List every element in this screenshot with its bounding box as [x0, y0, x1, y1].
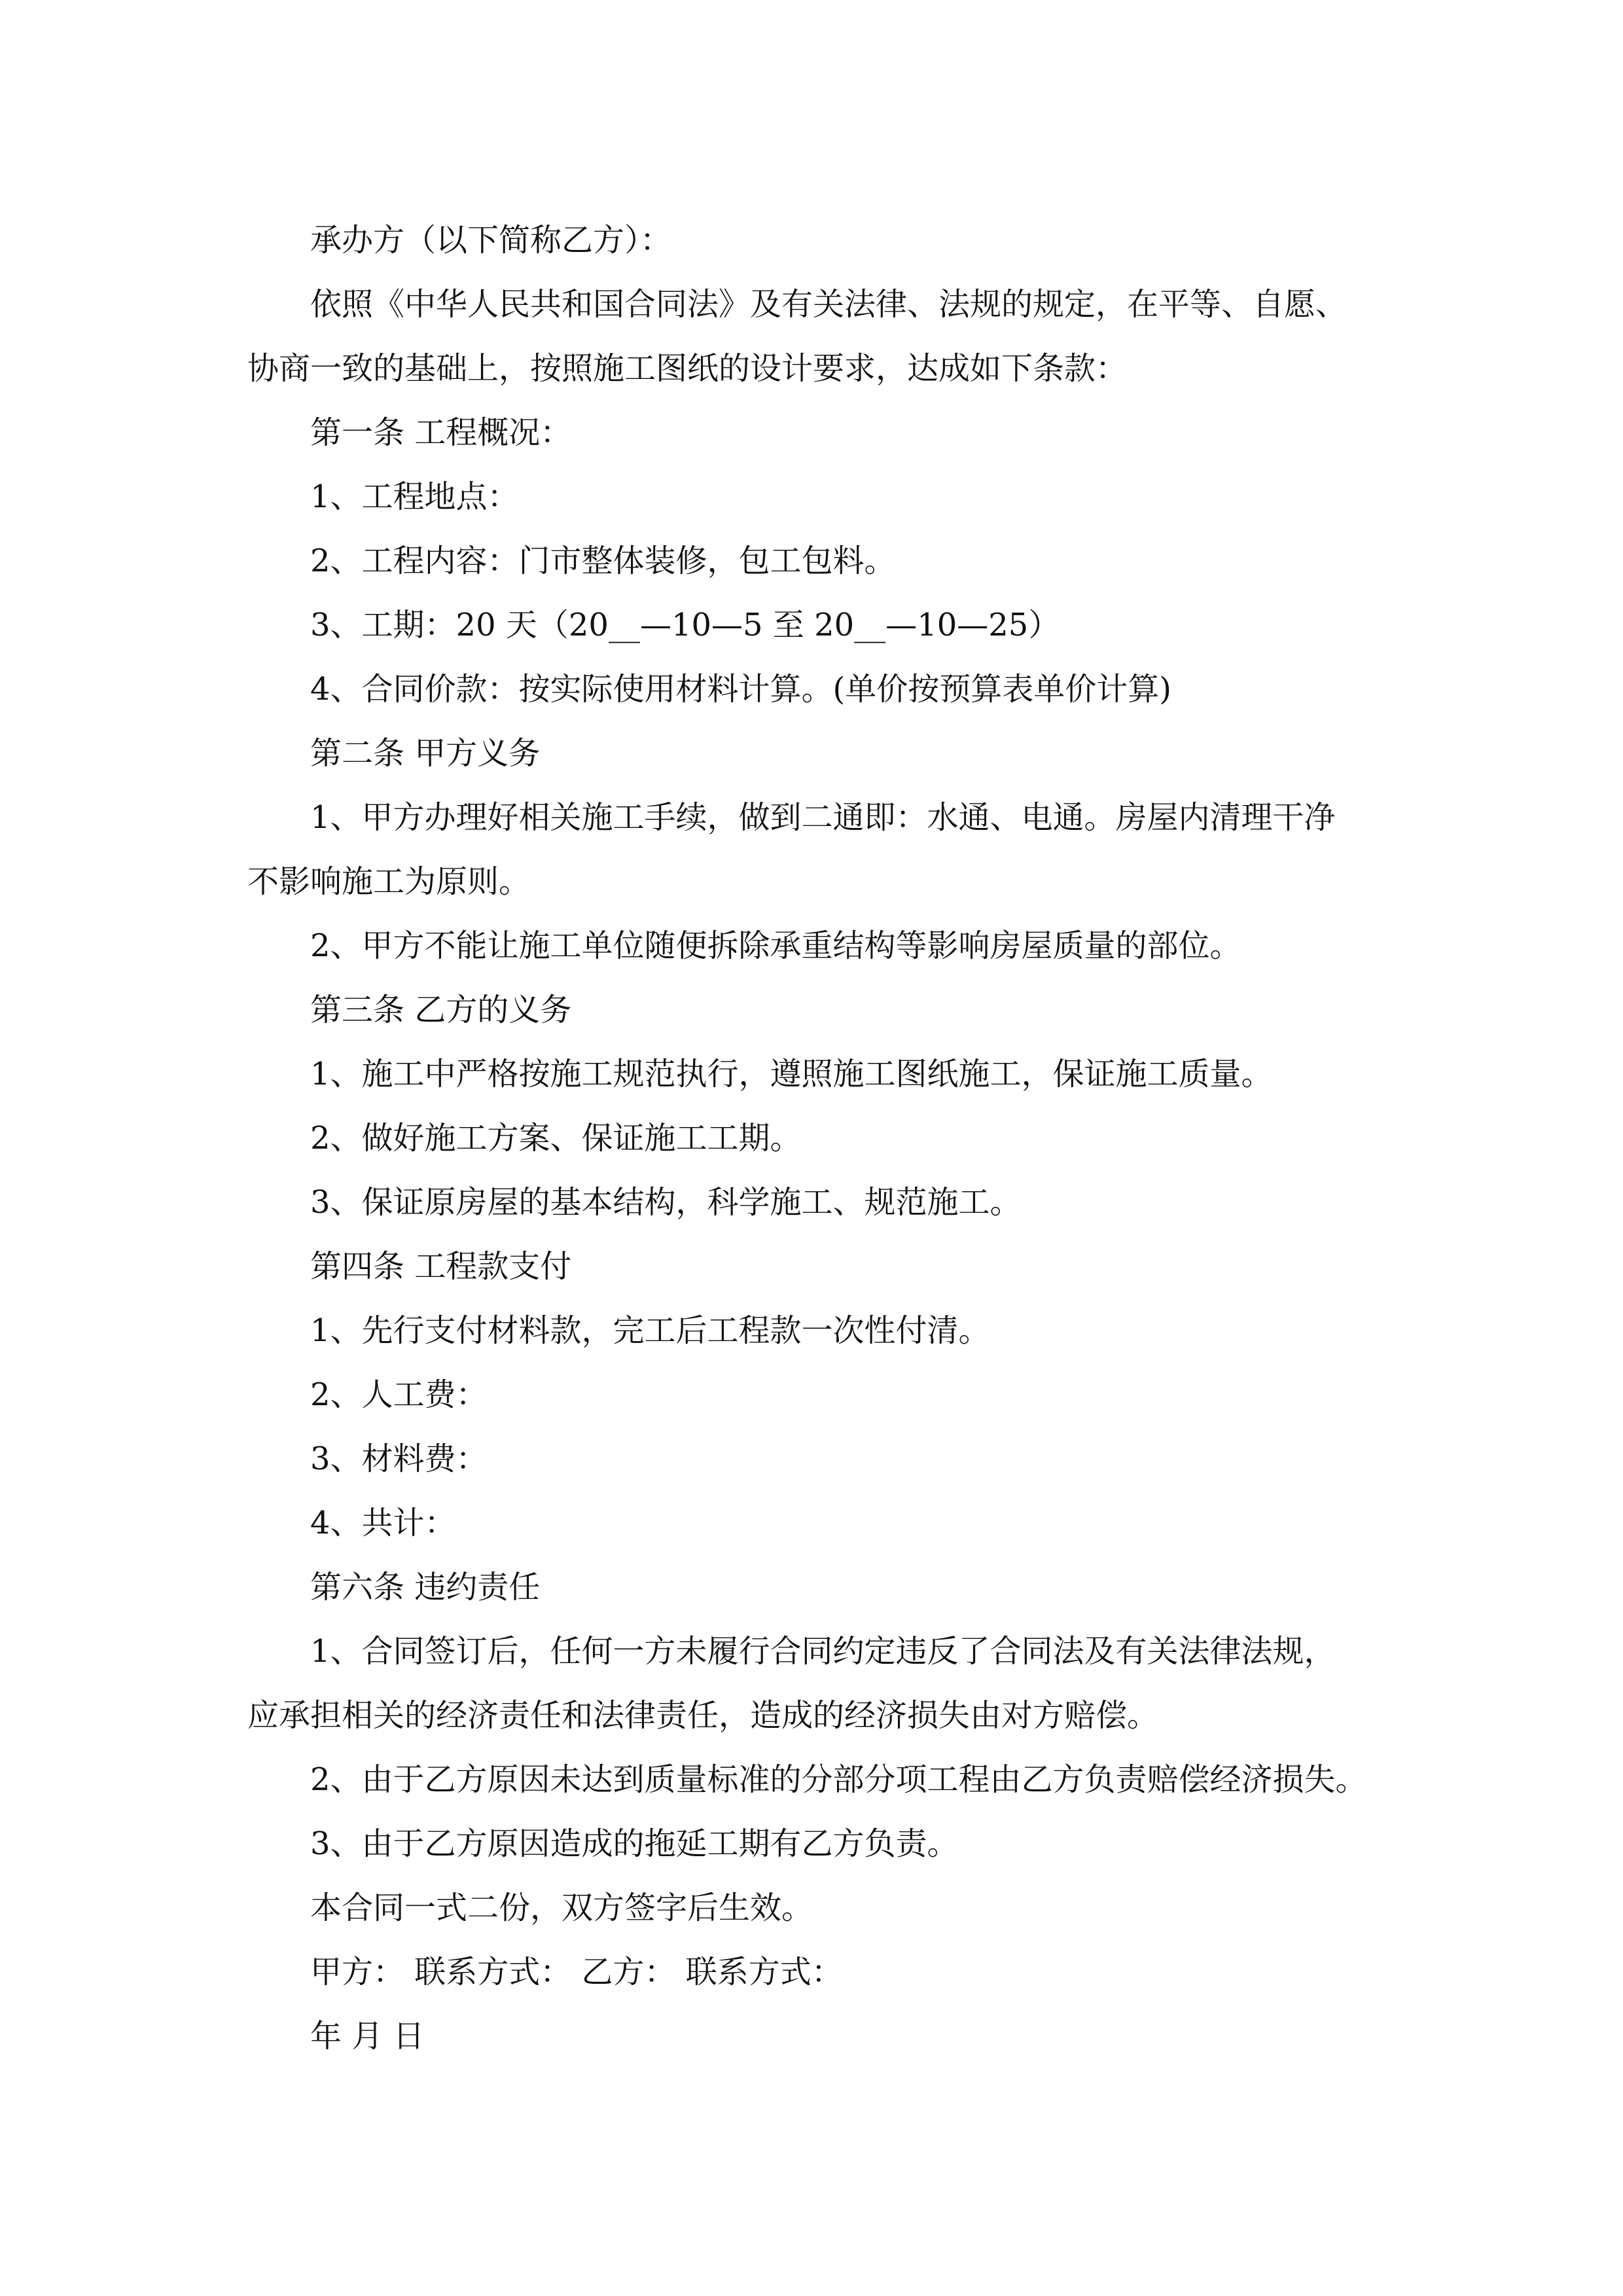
text-line: 2、由于乙方原因未达到质量标准的分部分项工程由乙方负责赔偿经济损失。 [310, 1761, 1367, 1798]
text-line: 2、工程内容：门市整体装修，包工包料。 [310, 543, 896, 579]
text-line: 1、施工中严格按施工规范执行，遵照施工图纸施工，保证施工质量。 [310, 1056, 1273, 1092]
text-line: 1、甲方办理好相关施工手续，做到二通即：水通、电通。房屋内清理干净 [310, 799, 1336, 836]
text-line: 第四条 工程款支付 [310, 1248, 572, 1285]
text-line: 第六条 违约责任 [310, 1569, 541, 1605]
text-line: 依照《中华人民共和国合同法》及有关法律、法规的规定，在平等、自愿、 [310, 286, 1347, 323]
text-line: 甲方： 联系方式： 乙方： 联系方式： [310, 1954, 843, 1990]
text-line: 3、由于乙方原因造成的拖延工期有乙方负责。 [310, 1825, 959, 1862]
text-line: 协商一致的基础上，按照施工图纸的设计要求，达成如下条款： [247, 350, 1128, 387]
text-line: 2、人工费： [310, 1376, 488, 1413]
text-line: 2、甲方不能让施工单位随便拆除承重结构等影响房屋质量的部位。 [310, 927, 1241, 964]
text-line: 3、工期：20 天（20__—10—5 至 20__—10—25） [310, 607, 1060, 643]
text-line: 3、保证原房屋的基本结构，科学施工、规范施工。 [310, 1184, 1022, 1221]
text-line: 1、工程地点： [310, 478, 519, 515]
text-line: 4、合同价款：按实际使用材料计算。(单价按预算表单价计算) [310, 671, 1171, 708]
text-line: 第三条 乙方的义务 [310, 992, 572, 1028]
text-line: 4、共计： [310, 1505, 456, 1541]
text-line: 年 月 日 [310, 2018, 425, 2054]
text-line: 1、合同签订后，任何一方未履行合同约定违反了合同法及有关法律法规， [310, 1633, 1336, 1670]
text-line: 1、先行支付材料款，完工后工程款一次性付清。 [310, 1312, 990, 1349]
text-line: 应承担相关的经济责任和法律责任，造成的经济损失由对方赔偿。 [247, 1697, 1159, 1734]
text-line: 承办方（以下简称乙方）： [310, 222, 672, 259]
text-line: 第二条 甲方义务 [310, 735, 541, 772]
text-line: 2、做好施工方案、保证施工工期。 [310, 1120, 802, 1157]
contract-body [247, 208, 1399, 2068]
text-line: 第一条 工程概况： [310, 414, 572, 451]
text-line: 本合同一式二份，双方签字后生效。 [310, 1890, 813, 1926]
text-line: 3、材料费： [310, 1441, 488, 1477]
text-line: 不影响施工为原则。 [247, 863, 531, 900]
